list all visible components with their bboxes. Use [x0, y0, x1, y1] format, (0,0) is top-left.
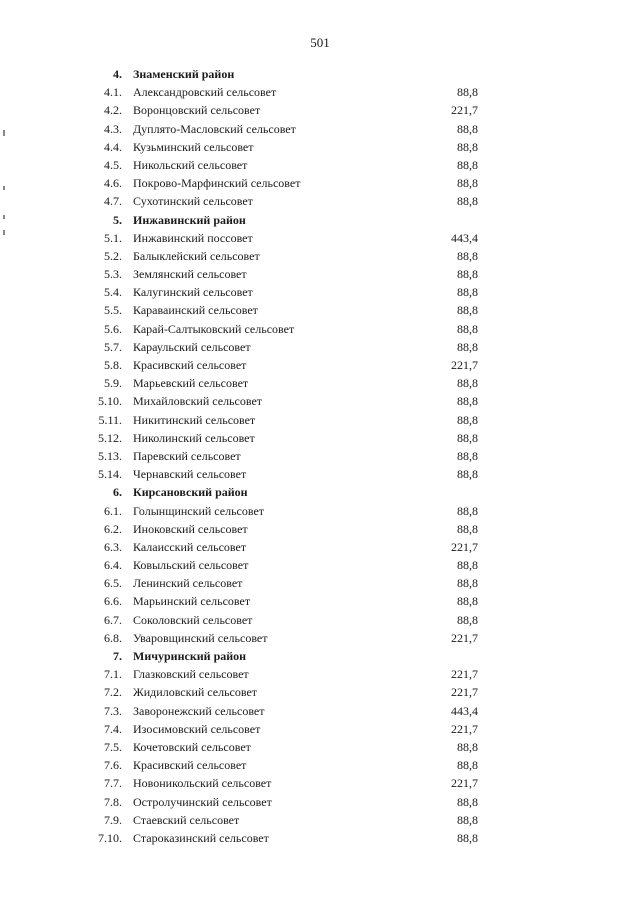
table-row [0, 301, 640, 319]
council-name: Изосимовский сельсовет [133, 721, 261, 736]
row-value: 443,4 [451, 230, 478, 245]
row-value: 88,8 [457, 339, 478, 354]
table-row [0, 793, 640, 811]
row-number: 6.5. [104, 576, 122, 591]
row-number: 4.7. [104, 194, 122, 209]
council-name: Инжавинский поссовет [133, 230, 253, 245]
row-value: 88,8 [457, 830, 478, 845]
table-row [0, 229, 640, 247]
page-number: 501 [310, 35, 330, 50]
row-number: 5.1. [104, 230, 122, 245]
row-number: 5.8. [104, 358, 122, 372]
council-name: Михайловский сельсовет [133, 394, 263, 409]
row-value: 88,8 [457, 430, 478, 445]
council-name: Староказинский сельсовет [133, 830, 269, 845]
row-value: 88,8 [457, 176, 478, 191]
table-row [0, 629, 640, 647]
row-number: 7.1. [104, 667, 122, 682]
table-row [0, 556, 640, 574]
table-row [0, 174, 640, 192]
council-name: Карай-Салтыковский сельсовет [133, 321, 295, 336]
row-number: 5.4. [104, 285, 122, 300]
row-number: 5.12. [98, 430, 122, 445]
council-name: Красивский сельсовет [133, 758, 247, 773]
row-number: 7.7. [104, 776, 122, 791]
row-value: 88,8 [457, 139, 478, 154]
council-name: Калаисский сельсовет [133, 539, 247, 554]
row-value: 88,8 [457, 521, 478, 536]
row-number: 5.14. [98, 467, 122, 482]
council-name: Марьевский сельсовет [133, 376, 249, 391]
council-name: Новоникольский сельсовет [133, 776, 272, 791]
row-number: 4. [113, 67, 122, 81]
council-name: Паревский сельсовет [133, 448, 241, 463]
row-value: 88,8 [457, 558, 478, 573]
table-row [0, 83, 640, 101]
row-number: 7.8. [104, 794, 122, 809]
row-number: 6. [113, 485, 122, 500]
row-number: 5. [113, 212, 122, 227]
table-row [0, 429, 640, 447]
row-number: 4.4. [104, 139, 122, 154]
table-row [0, 465, 640, 483]
council-name: Заворонежский сельсовет [133, 703, 265, 718]
section-header-row [0, 647, 640, 665]
council-name: Землянский сельсовет [133, 267, 247, 282]
row-number: 7.10. [98, 830, 122, 845]
row-value: 88,8 [457, 612, 478, 627]
council-name: Караульский сельсовет [133, 339, 251, 354]
table-row [0, 811, 640, 829]
row-number: 4.1. [104, 85, 122, 100]
district-name: Кирсановский район [133, 485, 248, 500]
row-value: 88,8 [457, 394, 478, 409]
row-value: 88,8 [457, 467, 478, 482]
council-name: Балыклейский сельсовет [133, 248, 260, 263]
row-value: 88,8 [457, 321, 478, 336]
council-name: Жидиловский сельсовет [133, 685, 258, 700]
table-row [0, 592, 640, 610]
row-number: 6.1. [104, 503, 122, 518]
row-number: 5.10. [98, 394, 122, 409]
table-row [0, 411, 640, 429]
row-value: 88,8 [457, 85, 478, 100]
row-value: 221,7 [451, 776, 478, 791]
row-number: 7.2. [104, 685, 122, 700]
table-row [0, 738, 640, 756]
row-value: 88,8 [457, 194, 478, 209]
table-row [0, 101, 640, 119]
table-row [0, 720, 640, 738]
council-name: Кузьминский сельсовет [133, 139, 254, 154]
council-name: Караваинский сельсовет [133, 303, 258, 318]
row-value: 88,8 [457, 758, 478, 773]
row-number: 6.7. [104, 612, 122, 627]
council-name: Никитинский сельсовет [133, 412, 256, 427]
row-value: 88,8 [457, 594, 478, 609]
row-number: 6.8. [104, 630, 122, 645]
table-row [0, 520, 640, 538]
council-name: Голынщинский сельсовет [133, 503, 265, 518]
row-value: 88,8 [457, 576, 478, 591]
council-name: Соколовский сельсовет [133, 612, 253, 627]
table-row [0, 774, 640, 792]
row-value: 88,8 [457, 248, 478, 263]
council-name: Красивский сельсовет [133, 358, 247, 372]
council-name: Чернавский сельсовет [133, 467, 247, 482]
allocation-table [0, 65, 640, 847]
row-number: 4.6. [104, 176, 122, 191]
council-name: Александровский сельсовет [133, 85, 277, 100]
row-value: 88,8 [457, 794, 478, 809]
row-number: 5.3. [104, 267, 122, 282]
row-value: 88,8 [457, 448, 478, 463]
row-value: 443,4 [451, 703, 478, 718]
row-value: 221,7 [451, 667, 478, 682]
council-name: Стаевский сельсовет [133, 812, 240, 827]
council-name: Воронцовский сельсовет [133, 103, 261, 118]
row-value: 88,8 [457, 812, 478, 827]
table-row [0, 756, 640, 774]
council-name: Дуплято-Масловский сельсовет [133, 121, 296, 136]
table-row [0, 574, 640, 592]
row-value: 88,8 [457, 376, 478, 391]
row-value: 88,8 [457, 121, 478, 136]
row-number: 4.3. [104, 121, 122, 136]
table-row [0, 192, 640, 210]
row-number: 7.9. [104, 812, 122, 827]
council-name: Покрово-Марфинский сельсовет [133, 176, 301, 191]
table-row [0, 611, 640, 629]
row-number: 7.4. [104, 721, 122, 736]
table-row [0, 502, 640, 520]
table-row [0, 120, 640, 138]
district-name: Знаменский район [133, 67, 235, 81]
district-name: Мичуринский район [133, 649, 247, 663]
row-value: 221,7 [451, 103, 478, 118]
table-row [0, 338, 640, 356]
council-name: Ковыльский сельсовет [133, 558, 249, 573]
section-header-row [0, 65, 640, 83]
row-number: 5.9. [104, 376, 122, 391]
table-row [0, 447, 640, 465]
table-row [0, 283, 640, 301]
council-name: Никольский сельсовет [133, 157, 248, 172]
council-name: Кочетовский сельсовет [133, 739, 251, 754]
row-value: 221,7 [451, 358, 478, 372]
row-value: 88,8 [457, 267, 478, 282]
council-name: Уваровщинский сельсовет [133, 630, 268, 645]
row-number: 4.5. [104, 157, 122, 172]
table-row [0, 538, 640, 556]
council-name: Марьинский сельсовет [133, 594, 251, 609]
row-value: 221,7 [451, 685, 478, 700]
council-name: Николинский сельсовет [133, 430, 255, 445]
table-row [0, 356, 640, 374]
council-name: Остролучинский сельсовет [133, 794, 272, 809]
table-row [0, 138, 640, 156]
council-name: Иноковский сельсовет [133, 521, 248, 536]
council-name: Калугинский сельсовет [133, 285, 253, 300]
row-number: 7.6. [104, 758, 122, 773]
row-number: 7. [113, 649, 122, 663]
row-number: 5.5. [104, 303, 122, 318]
row-number: 5.11. [98, 412, 122, 427]
row-value: 88,8 [457, 285, 478, 300]
table-row [0, 320, 640, 338]
row-value: 88,8 [457, 503, 478, 518]
table-row [0, 392, 640, 410]
row-number: 7.3. [104, 703, 122, 718]
row-number: 6.4. [104, 558, 122, 573]
row-value: 221,7 [451, 721, 478, 736]
table-row [0, 829, 640, 847]
row-value: 221,7 [451, 630, 478, 645]
table-row [0, 265, 640, 283]
table-row [0, 665, 640, 683]
row-value: 88,8 [457, 303, 478, 318]
table-row [0, 702, 640, 720]
row-value: 88,8 [457, 739, 478, 754]
district-name: Инжавинский район [133, 212, 246, 227]
council-name: Глазковский сельсовет [133, 667, 249, 682]
council-name: Сухотинский сельсовет [133, 194, 253, 209]
row-number: 5.13. [98, 448, 122, 463]
row-number: 5.7. [104, 339, 122, 354]
row-number: 4.2. [104, 103, 122, 118]
row-number: 6.6. [104, 594, 122, 609]
row-value: 221,7 [451, 539, 478, 554]
row-number: 6.2. [104, 521, 122, 536]
row-number: 5.2. [104, 248, 122, 263]
section-header-row [0, 211, 640, 229]
row-number: 6.3. [104, 539, 122, 554]
table-row [0, 247, 640, 265]
council-name: Ленинский сельсовет [133, 576, 243, 591]
row-value: 88,8 [457, 157, 478, 172]
row-number: 7.5. [104, 739, 122, 754]
row-number: 5.6. [104, 321, 122, 336]
section-header-row [0, 483, 640, 501]
row-value: 88,8 [457, 412, 478, 427]
table-row [0, 683, 640, 701]
table-row [0, 374, 640, 392]
table-row [0, 156, 640, 174]
